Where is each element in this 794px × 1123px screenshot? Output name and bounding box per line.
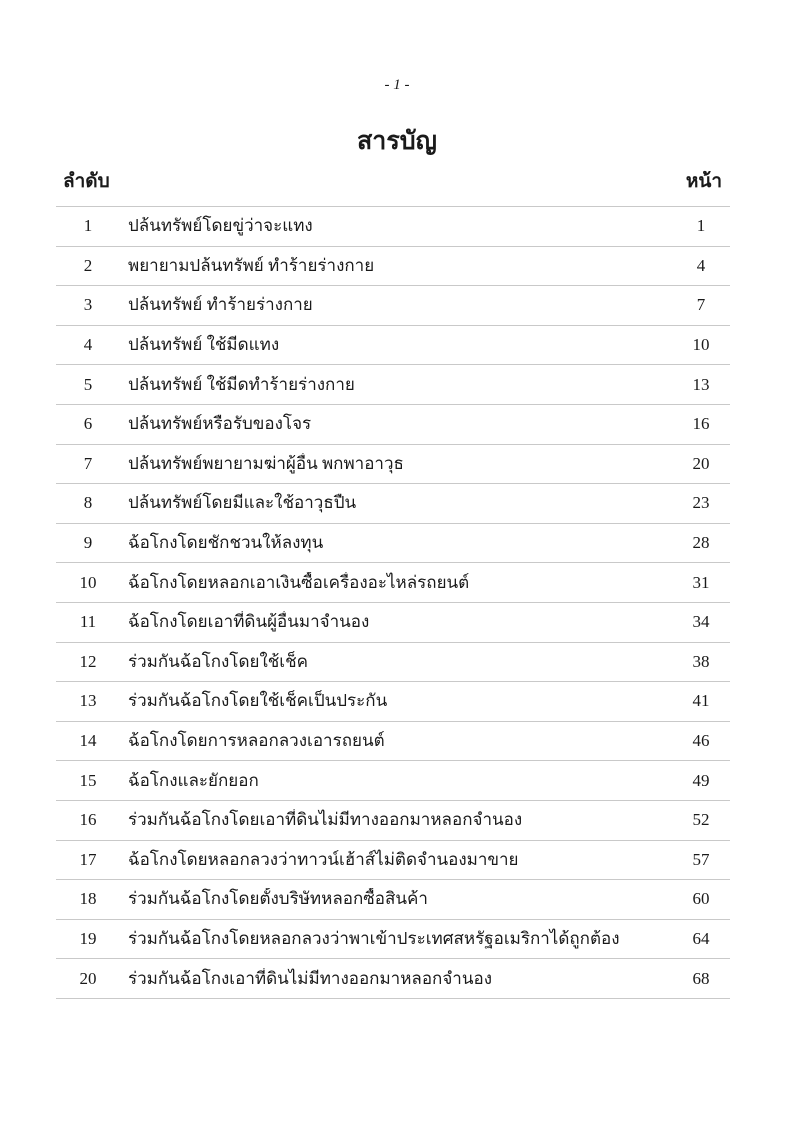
row-page-number: 23 [692,493,710,513]
row-number: 8 [83,493,93,513]
row-title: ฉ้อโกงโดยหลอกลวงว่าทาวน์เฮ้าส์ไม่ติดจำนองมาขาย [128,849,519,869]
row-number: 17 [79,849,97,869]
table-row [56,801,730,841]
row-title: ปล้นทรัพย์ ใช้มีดแทง [128,335,280,355]
row-number: 2 [83,255,93,275]
row-number: 6 [83,414,93,434]
row-title: ปล้นทรัพย์โดยขู่ว่าจะแทง [128,216,313,236]
table-row [56,405,730,445]
row-number: 1 [83,216,93,236]
row-number: 19 [79,928,97,948]
row-page-number: 60 [692,889,710,909]
page-title: สารบัญ [357,128,437,155]
row-page-number: 7 [696,295,706,315]
row-number: 10 [79,572,97,592]
row-page-number: 46 [692,731,710,751]
row-page-number: 16 [692,414,710,434]
table-row [56,643,730,683]
row-number: 18 [79,889,97,909]
row-title: ร่วมกันฉ้อโกงโดยตั้งบริษัทหลอกซื้อสินค้า [128,889,428,909]
row-number: 7 [83,453,93,473]
row-page-number: 52 [692,810,710,830]
table-row [56,524,730,564]
row-page-number: 1 [696,216,706,236]
row-title: ร่วมกันฉ้อโกงโดยใช้เช็ค [128,651,309,671]
row-number: 20 [79,968,97,988]
table-row [56,682,730,722]
row-title: ปล้นทรัพย์หรือรับของโจร [128,414,312,434]
row-number: 4 [83,335,93,355]
row-page-number: 64 [692,928,710,948]
row-page-number: 28 [692,533,710,553]
column-header-page: หน้า [685,171,722,192]
row-title: ปล้นทรัพย์พยายามฆ่าผู้อื่น พกพาอาวุธ [128,453,404,473]
table-row [56,841,730,881]
table-row [56,920,730,960]
row-number: 12 [79,651,97,671]
row-page-number: 57 [692,849,710,869]
table-row [56,445,730,485]
row-title: ปล้นทรัพย์โดยมีและใช้อาวุธปืน [128,493,357,513]
table-row [56,286,730,326]
row-page-number: 31 [692,572,710,592]
row-number: 15 [79,770,97,790]
table-row [56,761,730,801]
column-header-order: ลำดับ [63,171,110,192]
row-page-number: 20 [692,453,710,473]
row-title: พยายามปล้นทรัพย์ ทำร้ายร่างกาย [128,255,375,275]
row-page-number: 41 [692,691,710,711]
row-number: 9 [83,533,93,553]
row-title: ร่วมกันฉ้อโกงโดยใช้เช็คเป็นประกัน [128,691,388,711]
row-number: 16 [79,810,97,830]
table-row [56,880,730,920]
table-row [56,722,730,762]
row-page-number: 34 [692,612,710,632]
row-title: ร่วมกันฉ้อโกงโดยเอาที่ดินไม่มีทางออกมาหลอกจำนอง [128,810,523,830]
row-title: ฉ้อโกงโดยหลอกเอาเงินซื้อเครื่องอะไหล่รถยนต์ [128,572,470,592]
row-title: ฉ้อโกงและยักยอก [128,770,259,790]
row-page-number: 49 [692,770,710,790]
row-number: 5 [83,374,93,394]
row-number: 14 [79,731,97,751]
row-number: 13 [79,691,97,711]
table-row [56,563,730,603]
page-number: - 1 - [384,77,410,93]
row-title: ร่วมกันฉ้อโกงโดยหลอกลวงว่าพาเข้าประเทศสหรัฐอเมริกาได้ถูกต้อง [128,928,620,948]
row-title: ฉ้อโกงโดยการหลอกลวงเอารถยนต์ [128,731,385,751]
row-number: 3 [83,295,93,315]
row-page-number: 68 [692,968,710,988]
row-title: ร่วมกันฉ้อโกงเอาที่ดินไม่มีทางออกมาหลอกจำนอง [128,968,492,988]
toc-table [56,206,730,999]
row-number: 11 [79,612,97,632]
table-row [56,207,730,247]
table-row [56,484,730,524]
row-title: ปล้นทรัพย์ ใช้มีดทำร้ายร่างกาย [128,374,355,394]
table-row [56,603,730,643]
table-row [56,959,730,999]
table-row [56,247,730,287]
row-title: ฉ้อโกงโดยชักชวนให้ลงทุน [128,533,324,553]
table-row [56,365,730,405]
row-page-number: 4 [696,255,706,275]
table-column-headers [56,169,730,195]
row-title: ฉ้อโกงโดยเอาที่ดินผู้อื่นมาจำนอง [128,612,370,632]
row-page-number: 10 [692,335,710,355]
row-title: ปล้นทรัพย์ ทำร้ายร่างกาย [128,295,313,315]
row-page-number: 13 [692,374,710,394]
row-page-number: 38 [692,651,710,671]
table-row [56,326,730,366]
